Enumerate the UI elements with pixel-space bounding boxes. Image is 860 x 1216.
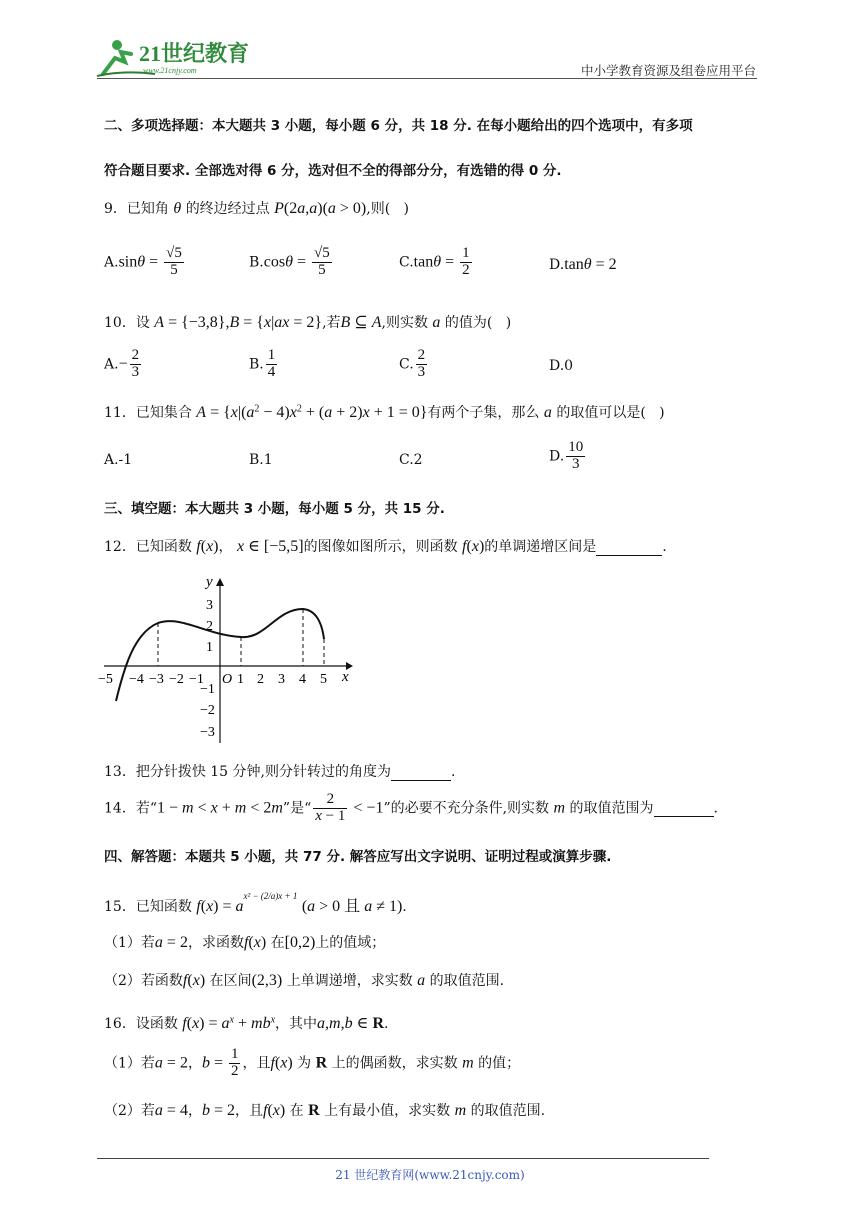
q11-option-d[interactable]: D. $\frac{10}{3}$	[549, 439, 584, 472]
x-tick-1: 1	[237, 672, 244, 687]
q10-option-a[interactable]: A.− $\frac{2}{3}$	[104, 347, 140, 380]
footer-link[interactable]: 21 世纪教育网(www.21cnjy.com)	[335, 1168, 525, 1182]
function-graph	[96, 573, 356, 748]
y-tick-neg1: −1	[200, 682, 215, 697]
section3-heading: 三、填空题：本大题共 3 小题，每小题 5 分，共 15 分.	[104, 501, 445, 517]
question-12: 12．已知函数 f(x)， x ∈ [−5,5]的图像如图所示，则函数 f(x)的单调递增区间是 .	[104, 538, 667, 555]
x-axis-label: x	[342, 669, 349, 685]
question-16: 16．设函数 $f(x) = a^x + mb^x$，其中a,m,b ∈ R.	[104, 1014, 389, 1032]
x-tick-5: 5	[320, 672, 327, 687]
question-15-part1: （1）若a = 2，求函数f(x) 在[0,2)上的值域；	[104, 934, 386, 951]
question-16-part2: （2）若a = 4，b = 2，且f(x) 在 R 上有最小值，求实数 m 的取值范围.	[104, 1102, 546, 1119]
q13-answer-blank[interactable]	[391, 764, 451, 781]
q11-option-c[interactable]: C.2	[399, 452, 423, 468]
y-tick-3: 3	[206, 598, 213, 613]
question-10: 10．设 A = {−3,8},B = {x|ax = 2},若B ⊆ A,则实数 a 的值为( )	[104, 314, 512, 331]
question-16-part1: （1）若a = 2，b = $\frac{1}{2}$ ，且f(x) 为 R 上的偶函数，求实数 m 的值；	[104, 1046, 521, 1079]
x-tick-neg1: −1	[189, 672, 204, 687]
y-tick-neg2: −2	[200, 703, 215, 718]
footer-divider	[97, 1158, 709, 1159]
section2-heading-line1: 二、多项选择题：本大题共 3 小题，每小题 6 分，共 18 分. 在每小题给出的四个选项中，有多项	[104, 118, 693, 134]
origin-label: O	[222, 672, 233, 687]
q11-option-b[interactable]: B.1	[249, 452, 273, 468]
y-tick-1: 1	[206, 640, 213, 655]
question-9: 9．已知角 θ 的终边经过点 P(2a,a)(a > 0),则( )	[104, 200, 410, 217]
y-axis-arrow	[216, 578, 224, 586]
svg-text:www.21cnjy.com: www.21cnjy.com	[143, 66, 197, 75]
q10-option-c[interactable]: C. $\frac{2}{3}$	[399, 347, 426, 380]
x-tick-4: 4	[299, 672, 306, 687]
y-tick-neg3: −3	[200, 725, 215, 740]
platform-name: 中小学教育资源及组卷应用平台	[580, 63, 756, 78]
q10-option-d[interactable]: D.0	[549, 358, 574, 374]
x-tick-neg3: −3	[149, 672, 164, 687]
x-tick-3: 3	[278, 672, 285, 687]
x-tick-2: 2	[257, 672, 264, 687]
question-15-part2: （2）若函数f(x) 在区间(2,3) 上单调递增，求实数 a 的取值范围.	[104, 972, 505, 989]
question-11: 11．已知集合 $A = \{x|(a^2 - 4)x^2 + (a + 2)x + 1 = 0\}$有两个子集，那么 a 的取值可以是( )	[104, 403, 665, 421]
question-15: 15．已知函数 $f(x) = a^{x^2 - (2/a)x + 1}$ (a > 0 且 a ≠ 1).	[104, 891, 407, 915]
x-tick-neg2: −2	[169, 672, 184, 687]
q14-answer-blank[interactable]	[654, 800, 714, 817]
y-tick-2: 2	[206, 619, 213, 634]
site-logo	[95, 36, 260, 80]
q10-option-b[interactable]: B. $\frac{1}{4}$	[249, 347, 276, 380]
q9-option-c[interactable]: C.tanθ = $\frac{1}{2}$	[399, 245, 470, 278]
section4-heading: 四、解答题：本题共 5 小题，共 77 分. 解答应写出文字说明、证明过程或演算步骤.	[104, 849, 612, 865]
question-14: 14．若“1 − m < x + m < 2m”是“ $\frac{2}{x - 1}$ < −1”的必要不充分条件,则实数 m 的取值范围为 .	[104, 791, 718, 824]
svg-text:21世纪教育: 21世纪教育	[139, 41, 250, 66]
y-axis-label: y	[206, 574, 213, 590]
x-tick-neg5: −5	[98, 672, 113, 687]
section2-heading-line2: 符合题目要求. 全部选对得 6 分，选对但不全的得部分分，有选错的得 0 分.	[104, 163, 562, 179]
x-tick-neg4: −4	[129, 672, 144, 687]
q9-option-a[interactable]: A.sinθ = $\frac{√5}{5}$	[104, 245, 182, 278]
q9-option-d[interactable]: D.tanθ = 2	[549, 256, 617, 273]
q11-option-a[interactable]: A.-1	[104, 452, 133, 468]
runner-logo-icon	[95, 36, 260, 80]
q12-answer-blank[interactable]	[596, 539, 662, 556]
q9-option-b[interactable]: B.cosθ = $\frac{√5}{5}$	[249, 245, 330, 278]
header-divider	[97, 78, 757, 79]
question-13: 13．把分针拨快 15 分钟,则分针转过的角度为 .	[104, 764, 456, 780]
